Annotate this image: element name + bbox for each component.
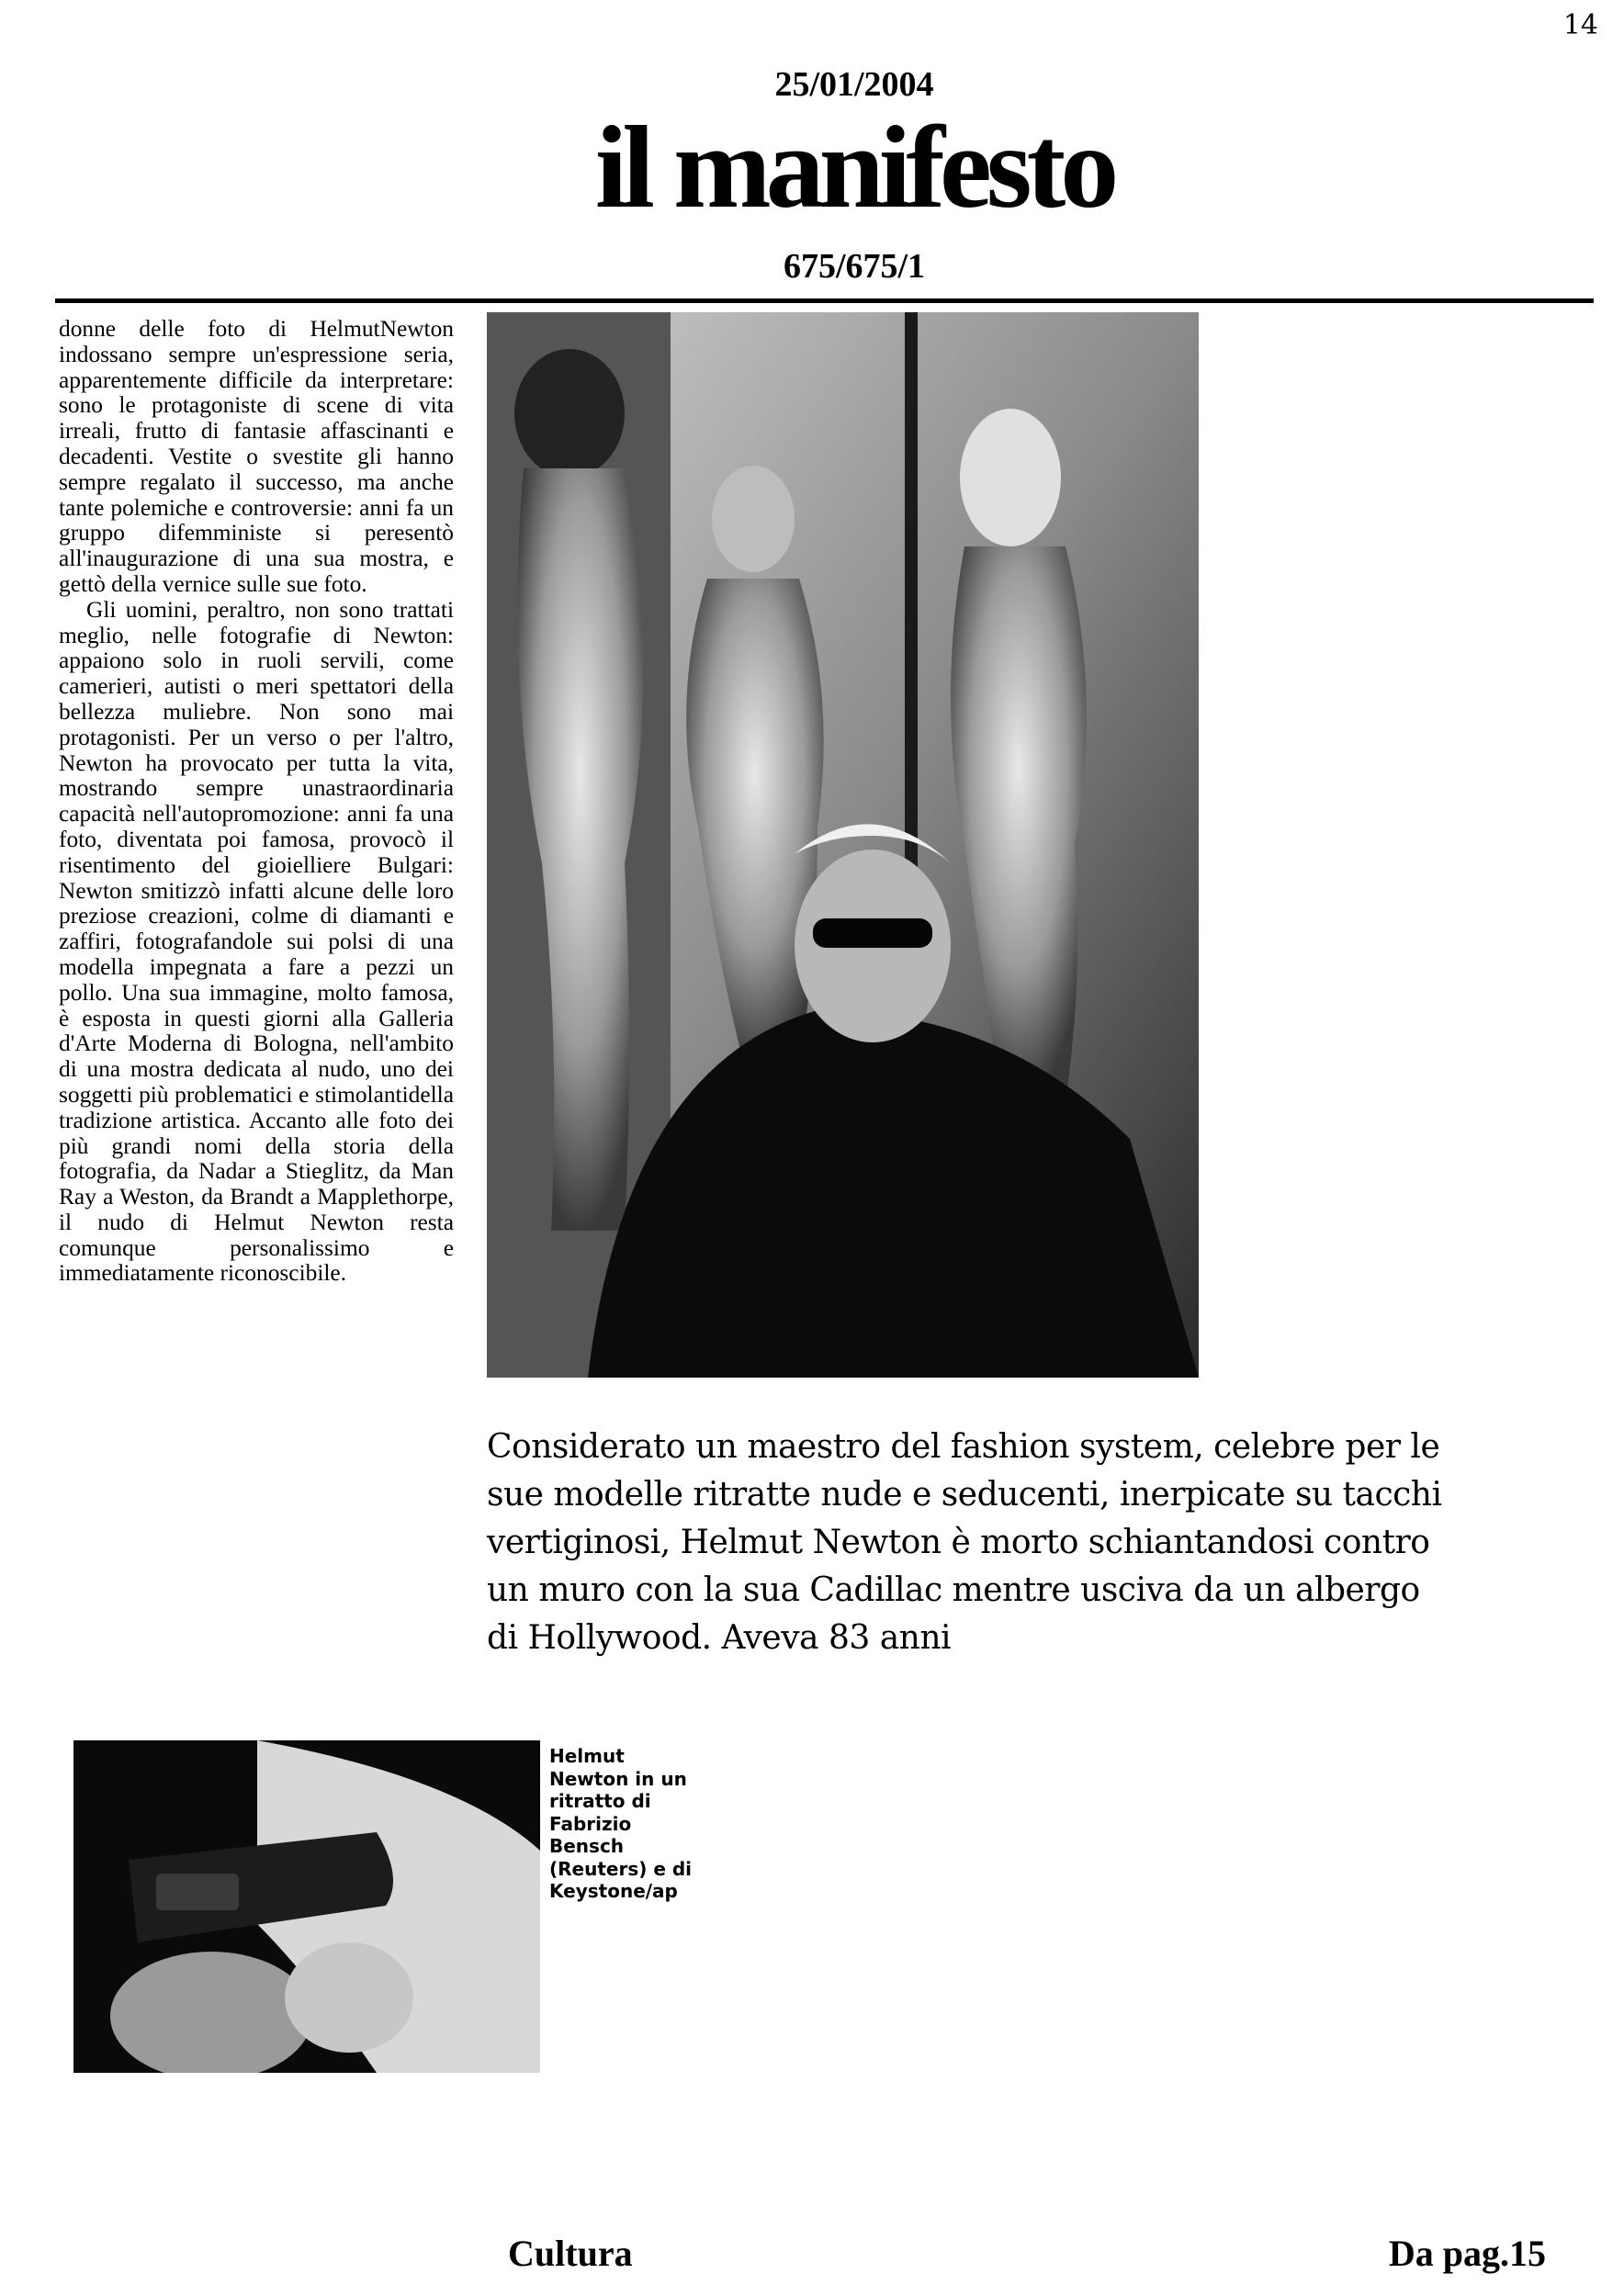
- portrait-photo: [73, 1740, 540, 2073]
- main-photo: [487, 312, 1199, 1378]
- masthead-rule: [55, 298, 1594, 303]
- article-paragraph: Gli uomini, peraltro, non sono trattati meglio, nelle fotografie di Newton: appaiono solo in ruoli servili, come camerieri, autisti o meri spettatori della bellezza muliebre. Non sono mai protagonisti. Per un verso o per l'altro, Newton ha provocato per tutta la vita, mostrando sempre unastraordinaria capacità nell'autopromozione: anni fa una foto, diventata poi famosa, provocò il risentimento del gioielliere Bulgari: Newton smitizzò infatti alcune delle loro preziose creazioni, colme di diamanti e zaffiri, fotografandole sui polsi di una modella impegnata a fare a pezzi un pollo. Una sua immagine, molto famosa, è esposta in questi giorni alla Galleria d'Arte Moderna di Bologna, nell'ambito di una mostra dedicata al nudo, uno dei soggetti più problematici e stimolantidella tradizione artistica. Accanto alle foto dei più grandi nomi della storia della fotografia, da Nadar a Stieglitz, da Man Ray a Weston, da Brandt a Mapplethorpe, il nudo di Helmut Newton resta comunque personalissimo e immediatamente riconoscibile.: [59, 596, 454, 1287]
- photo-caption: Helmut Newton in un ritratto di Fabrizio Bensch (Reuters) e di Keystone/ap: [549, 1745, 693, 1902]
- issue-date: 25/01/2004: [774, 65, 934, 104]
- issue-code: 675/675/1: [783, 247, 926, 286]
- article-body: [59, 317, 454, 1287]
- newspaper-title: il manifesto: [594, 102, 1114, 232]
- continued-from: Da pag.15: [1388, 2233, 1546, 2274]
- section-label: Cultura: [508, 2233, 633, 2274]
- article-paragraph: donne delle foto di HelmutNewton indossano sempre un'espressione seria, apparentemente difficile da interpretare: sono le protagoniste di scene di vita irreali, frutto di fantasie affascinanti e decadenti. Vestite o svestite gli hanno sempre regalato il successo, ma anche tante polemiche e controversie: anni fa un gruppo difemministe si peresentò all'inaugurazione di una sua mostra, e gettò della vernice sulle sue foto.: [59, 316, 454, 597]
- page-number: 14: [1562, 9, 1598, 41]
- article-deck: Considerato un maestro del fashion system, celebre per le sue modelle ritratte nude e seducenti, inerpicate su tacchi vertiginosi, Helmut Newton è morto schiantandosi contro un muro con la sua Cadillac mentre usciva da un albergo di Hollywood. Aveva 83 anni: [487, 1428, 1442, 1657]
